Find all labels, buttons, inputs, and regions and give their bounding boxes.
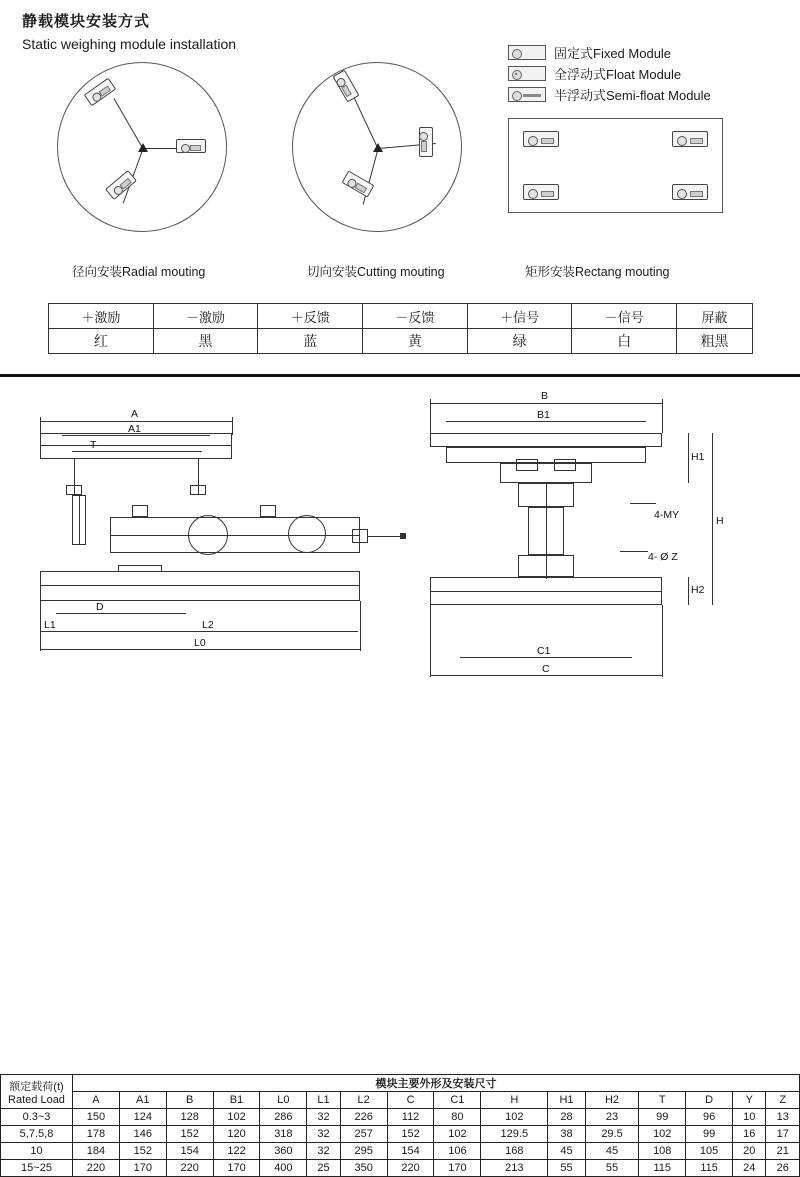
- dimension-spec-table: [0, 1074, 800, 1177]
- rectangular-mounting-diagram: [508, 118, 723, 213]
- dim-label-B1: B1: [537, 409, 550, 421]
- legend: [508, 42, 711, 105]
- cell-3-9: 213: [481, 1160, 548, 1177]
- dim-label-L0: L0: [194, 637, 206, 649]
- nut-left: [516, 459, 538, 471]
- dim-ext-A-l: [40, 417, 41, 435]
- page-title-en: Static weighing module installation: [22, 36, 237, 52]
- base-plate-midline: [40, 585, 360, 586]
- legend-label-fixed: 固定式Fixed Module: [554, 46, 672, 61]
- cell-3-11: 55: [585, 1160, 639, 1177]
- loadcell-top-boss-left: [132, 505, 148, 517]
- wire-color-0: 红: [49, 329, 154, 354]
- col-header-B1: B1: [213, 1092, 260, 1109]
- load-cell-3: [523, 184, 559, 200]
- cable-end: [400, 533, 406, 539]
- cell-0-9: 102: [481, 1109, 548, 1126]
- col-header-A: A: [73, 1092, 120, 1109]
- dim-label-H: H: [716, 515, 724, 527]
- leader-MY: [630, 503, 656, 504]
- cell-2-0: 184: [73, 1143, 120, 1160]
- cell-2-11: 45: [585, 1143, 639, 1160]
- cell-1-8: 102: [434, 1126, 481, 1143]
- load-cell-1: [84, 78, 117, 107]
- radial-mounting-diagram: [57, 62, 227, 232]
- dim-label-B: B: [541, 390, 549, 402]
- rated-load-header-en: Rated Load: [8, 1093, 65, 1106]
- dim-label-L1: L1: [44, 619, 56, 631]
- technical-drawing-section: [0, 377, 800, 1174]
- row-rated-3: 15~25: [1, 1160, 73, 1177]
- cell-2-13: 105: [686, 1143, 733, 1160]
- table-row: [1, 1126, 800, 1143]
- col-header-H: H: [481, 1092, 548, 1109]
- top-plate: [40, 433, 232, 459]
- cell-1-9: 129.5: [481, 1126, 548, 1143]
- rated-load-header-cn: 额定载荷(t): [9, 1080, 64, 1093]
- wire-header-1: －激励: [153, 304, 258, 329]
- wire-color-5: 白: [572, 329, 677, 354]
- cell-2-12: 108: [639, 1143, 686, 1160]
- wire-color-6: 粗黑: [677, 329, 753, 354]
- dim-ext-L0-l: [40, 601, 41, 651]
- col-header-C: C: [387, 1092, 434, 1109]
- dim-line-L2: [58, 631, 358, 632]
- cell-1-14: 16: [733, 1126, 766, 1143]
- note-4-MY: 4-MY: [654, 509, 680, 521]
- spec-group-header: 模块主要外形及安装尺寸: [73, 1075, 800, 1092]
- col-header-T: T: [639, 1092, 686, 1109]
- dim-label-H1: H1: [691, 451, 705, 463]
- col-header-L2: L2: [340, 1092, 387, 1109]
- cell-2-4: 360: [260, 1143, 307, 1160]
- spec-table-wrapper: [0, 1074, 800, 1177]
- dim-ext-C-l: [430, 605, 431, 677]
- cell-0-3: 102: [213, 1109, 260, 1126]
- dim-label-A1: A1: [128, 423, 141, 435]
- cell-1-11: 29.5: [585, 1126, 639, 1143]
- legend-label-semi-float: 半浮动式Semi-float Module: [554, 88, 711, 103]
- cell-2-5: 32: [307, 1143, 340, 1160]
- cell-0-6: 226: [340, 1109, 387, 1126]
- cell-3-5: 25: [307, 1160, 340, 1177]
- cell-0-12: 99: [639, 1109, 686, 1126]
- cutting-mounting-diagram: [292, 62, 462, 232]
- cell-0-13: 96: [686, 1109, 733, 1126]
- cell-0-11: 23: [585, 1109, 639, 1126]
- dim-label-D: D: [96, 601, 104, 613]
- cell-2-10: 45: [548, 1143, 585, 1160]
- cell-0-4: 286: [260, 1109, 307, 1126]
- base-boss: [118, 565, 162, 572]
- col-header-A1: A1: [119, 1092, 166, 1109]
- col-header-H2: H2: [585, 1092, 639, 1109]
- dim-ext-A-r: [232, 417, 233, 435]
- cell-2-3: 122: [213, 1143, 260, 1160]
- bolt-left: [66, 485, 82, 495]
- dim-line-A1: [62, 435, 210, 436]
- dim-label-T: T: [90, 439, 97, 451]
- cell-3-1: 170: [119, 1160, 166, 1177]
- spoke-1: [113, 98, 143, 149]
- load-cell-1: [523, 131, 559, 147]
- fixed-module-swatch-icon: [508, 45, 546, 60]
- cell-0-5: 32: [307, 1109, 340, 1126]
- dim-line-B1: [446, 421, 646, 422]
- dim-line-H1: [688, 433, 689, 483]
- wire-header-0: ＋激励: [49, 304, 154, 329]
- cell-1-10: 38: [548, 1126, 585, 1143]
- cell-2-1: 152: [119, 1143, 166, 1160]
- wire-header-6: 屏蔽: [677, 304, 753, 329]
- caption-rectangular: 矩形安装Rectang mouting: [525, 265, 670, 279]
- cell-1-5: 32: [307, 1126, 340, 1143]
- dim-line-H: [712, 433, 713, 605]
- wire-color-1: 黑: [153, 329, 258, 354]
- cell-1-3: 120: [213, 1126, 260, 1143]
- semi-float-module-swatch-icon: [508, 87, 546, 102]
- legend-item-float: [508, 63, 711, 84]
- leader-Z: [620, 551, 648, 552]
- legend-label-float: 全浮动式Float Module: [554, 67, 682, 82]
- cell-0-1: 124: [119, 1109, 166, 1126]
- dim-line-L0: [40, 649, 360, 650]
- tank-outline-radial: [57, 62, 227, 232]
- legend-item-fixed: [508, 42, 711, 63]
- column-centerline: [79, 495, 80, 545]
- row-rated-0: 0.3~3: [1, 1109, 73, 1126]
- cell-3-0: 220: [73, 1160, 120, 1177]
- tank-outline-cutting: [292, 62, 462, 232]
- cell-1-13: 99: [686, 1126, 733, 1143]
- cell-3-7: 220: [387, 1160, 434, 1177]
- float-module-swatch-icon: [508, 66, 546, 81]
- dim-label-L2: L2: [202, 619, 214, 631]
- cell-3-2: 220: [166, 1160, 213, 1177]
- col-header-Y: Y: [733, 1092, 766, 1109]
- table-row: [1, 1109, 800, 1126]
- wire-header-4: ＋信号: [467, 304, 572, 329]
- table-row: [1, 1160, 800, 1177]
- loadcell-hole-right: [288, 515, 326, 553]
- cable-gland: [352, 529, 368, 543]
- cell-1-15: 17: [766, 1126, 800, 1143]
- cell-2-6: 295: [340, 1143, 387, 1160]
- cell-1-2: 152: [166, 1126, 213, 1143]
- dim-line-C1: [460, 657, 632, 658]
- wire-header-5: －信号: [572, 304, 677, 329]
- wire-color-2: 蓝: [258, 329, 363, 354]
- cell-3-13: 115: [686, 1160, 733, 1177]
- cell-2-7: 154: [387, 1143, 434, 1160]
- dim-line-T: [72, 451, 202, 452]
- table-row-column-headers: [1, 1092, 800, 1109]
- cell-3-14: 24: [733, 1160, 766, 1177]
- center-marker: [138, 143, 148, 152]
- table-row: [1, 1143, 800, 1160]
- cell-3-3: 170: [213, 1160, 260, 1177]
- row-rated-2: 10: [1, 1143, 73, 1160]
- cell-0-8: 80: [434, 1109, 481, 1126]
- cell-0-0: 150: [73, 1109, 120, 1126]
- col-header-H1: H1: [548, 1092, 585, 1109]
- wiring-color-table: [48, 303, 753, 354]
- cell-1-6: 257: [340, 1126, 387, 1143]
- rated-load-header: [1, 1075, 73, 1109]
- wire-header-2: ＋反馈: [258, 304, 363, 329]
- cell-3-6: 350: [340, 1160, 387, 1177]
- col-header-L0: L0: [260, 1092, 307, 1109]
- dim-line-D: [56, 613, 186, 614]
- col-header-Z: Z: [766, 1092, 800, 1109]
- wire-header-3: －反馈: [363, 304, 468, 329]
- cell-1-12: 102: [639, 1126, 686, 1143]
- cell-0-14: 10: [733, 1109, 766, 1126]
- cell-2-14: 20: [733, 1143, 766, 1160]
- table-row-group-header: [1, 1075, 800, 1092]
- load-cell-2: [176, 139, 206, 153]
- load-cell-4: [672, 184, 708, 200]
- table-row-colors: [49, 329, 753, 354]
- cell-1-0: 178: [73, 1126, 120, 1143]
- dim-line-B: [430, 403, 662, 404]
- dim-label-A: A: [131, 408, 139, 420]
- load-cell-3: [105, 170, 137, 200]
- dim-ext-B-r: [662, 399, 663, 433]
- upper-block: [500, 463, 592, 483]
- cell-1-4: 318: [260, 1126, 307, 1143]
- dim-label-C: C: [542, 663, 550, 675]
- cell-2-9: 168: [481, 1143, 548, 1160]
- caption-radial: 径向安装Radial mouting: [72, 265, 206, 279]
- loadcell-hole-left: [188, 515, 228, 555]
- cell-1-1: 146: [119, 1126, 166, 1143]
- dim-line-H2: [688, 577, 689, 605]
- cell-3-12: 115: [639, 1160, 686, 1177]
- top-plate-front-2: [446, 447, 646, 463]
- bolt-right: [190, 485, 206, 495]
- dim-label-H2: H2: [691, 584, 705, 596]
- top-plate-midline: [40, 445, 232, 446]
- col-header-C1: C1: [434, 1092, 481, 1109]
- cell-0-10: 28: [548, 1109, 585, 1126]
- center-marker: [373, 143, 383, 152]
- base-plate: [40, 571, 360, 601]
- load-cell-2: [672, 131, 708, 147]
- cell-2-15: 21: [766, 1143, 800, 1160]
- col-header-B: B: [166, 1092, 213, 1109]
- dim-ext-C-r: [662, 605, 663, 677]
- dim-label-C1: C1: [537, 645, 551, 657]
- cell-1-7: 152: [387, 1126, 434, 1143]
- col-header-L1: L1: [307, 1092, 340, 1109]
- dim-ext-L0-r: [360, 601, 361, 651]
- dim-line-C: [430, 675, 662, 676]
- dim-line-A: [40, 421, 232, 422]
- wire-color-3: 黄: [363, 329, 468, 354]
- cell-2-2: 154: [166, 1143, 213, 1160]
- base-plate-front-midline: [430, 591, 662, 592]
- loadcell-top-boss-right: [260, 505, 276, 517]
- note-4-Z: 4- Ø Z: [648, 551, 678, 563]
- cell-0-7: 112: [387, 1109, 434, 1126]
- cell-2-8: 106: [434, 1143, 481, 1160]
- legend-item-semi-float: [508, 84, 711, 105]
- cell-3-4: 400: [260, 1160, 307, 1177]
- load-cell-2: [419, 127, 433, 157]
- cable: [368, 536, 404, 537]
- top-plate-front: [430, 433, 662, 447]
- col-header-D: D: [686, 1092, 733, 1109]
- nut-right: [554, 459, 576, 471]
- load-cell-1: [332, 70, 359, 103]
- cell-3-8: 170: [434, 1160, 481, 1177]
- caption-cutting: 切向安装Cutting mouting: [307, 265, 445, 279]
- top-section: [0, 0, 800, 374]
- cell-3-10: 55: [548, 1160, 585, 1177]
- dim-ext-B-l: [430, 399, 431, 433]
- cell-3-15: 26: [766, 1160, 800, 1177]
- page-title-cn: 静载模块安装方式: [22, 13, 151, 30]
- spoke-1: [353, 96, 379, 149]
- wire-color-4: 绿: [467, 329, 572, 354]
- cell-0-2: 128: [166, 1109, 213, 1126]
- cell-0-15: 13: [766, 1109, 800, 1126]
- table-row-header: [49, 304, 753, 329]
- row-rated-1: 5,7.5,8: [1, 1126, 73, 1143]
- collar-lower: [518, 555, 574, 577]
